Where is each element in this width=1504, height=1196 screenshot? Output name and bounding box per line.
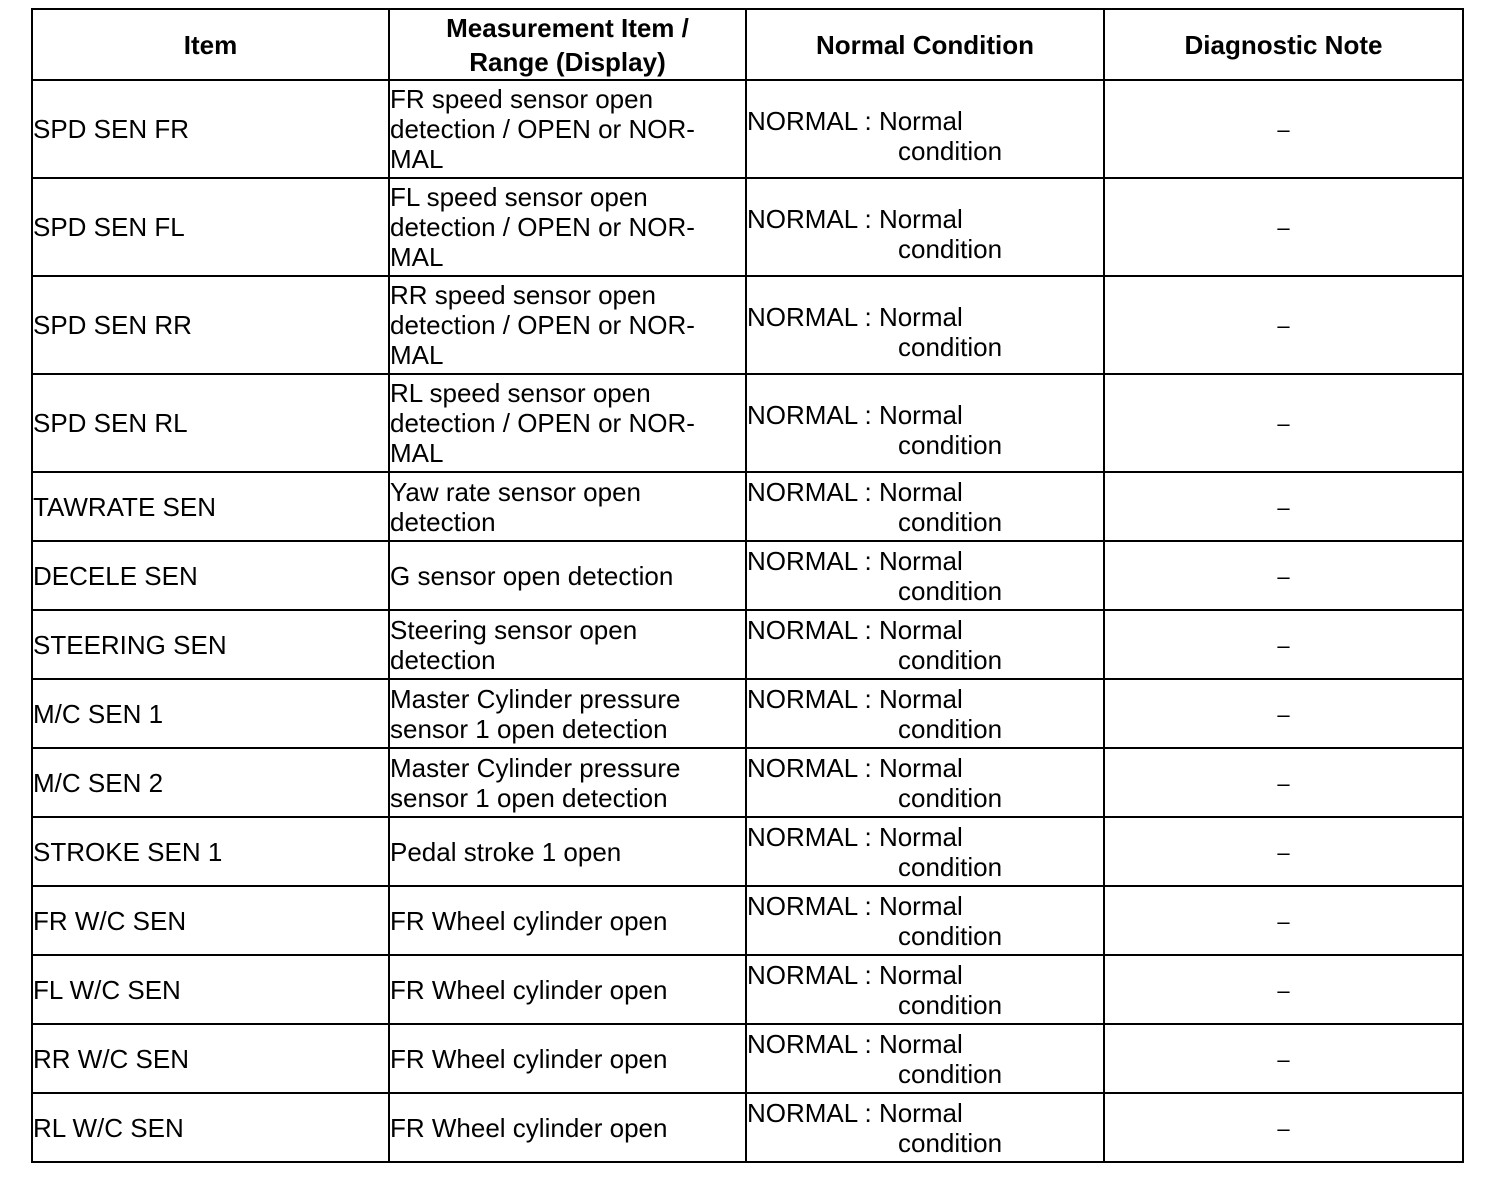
cell-item — [32, 374, 389, 472]
cell-diagnostic-note — [1104, 679, 1463, 748]
cell-diagnostic-note — [1104, 886, 1463, 955]
item-label: DECELE SEN — [33, 560, 198, 591]
measurement-line: sensor 1 open detection — [390, 713, 668, 744]
cell-item — [32, 541, 389, 610]
item-label: TAWRATE SEN — [33, 491, 216, 522]
normal-condition-continuation: condition — [898, 782, 1003, 813]
cell-measurement — [389, 276, 746, 374]
item-label: RL W/C SEN — [33, 1112, 184, 1143]
normal-condition-continuation: condition — [898, 575, 1003, 606]
cell-normal-condition — [746, 817, 1104, 886]
measurement-line: FR speed sensor open — [390, 84, 654, 114]
cell-diagnostic-note — [1104, 80, 1463, 178]
diagnostic-note-value: – — [1277, 313, 1290, 338]
cell-normal-condition — [746, 1024, 1104, 1093]
cell-diagnostic-note — [1104, 178, 1463, 276]
header-measurement-line2: Range (Display) — [469, 46, 666, 77]
cell-item — [32, 276, 389, 374]
item-label: STEERING SEN — [33, 629, 227, 660]
cell-diagnostic-note — [1104, 1024, 1463, 1093]
cell-diagnostic-note — [1104, 817, 1463, 886]
diagnostic-note-value: – — [1277, 215, 1290, 240]
cell-measurement — [389, 374, 746, 472]
diagnostic-note-value: – — [1277, 494, 1290, 520]
measurement-line: detection — [390, 506, 496, 537]
cell-diagnostic-note — [1104, 374, 1463, 472]
item-label: RR W/C SEN — [33, 1043, 189, 1074]
normal-condition-label: NORMAL : Normal — [747, 890, 963, 921]
cell-item — [32, 610, 389, 679]
cell-normal-condition — [746, 610, 1104, 679]
measurement-line: FR Wheel cylinder open — [390, 1112, 668, 1143]
cell-measurement — [389, 80, 746, 178]
cell-normal-condition — [746, 276, 1104, 374]
normal-condition-label: NORMAL : Normal — [747, 301, 963, 332]
header-measurement-line1: Measurement Item / — [446, 12, 689, 43]
normal-condition-label: NORMAL : Normal — [747, 683, 963, 714]
item-label: FL W/C SEN — [33, 974, 181, 1005]
diagnostic-table — [31, 8, 1464, 1163]
cell-measurement — [389, 955, 746, 1024]
item-label: M/C SEN 2 — [33, 767, 164, 798]
cell-normal-condition — [746, 886, 1104, 955]
diagnostic-note-value: – — [1277, 1046, 1290, 1072]
header-normal-condition-label: Normal Condition — [815, 29, 1035, 60]
cell-item — [32, 748, 389, 817]
measurement-line: MAL — [390, 242, 444, 272]
measurement-line: Master Cylinder pressure — [390, 683, 681, 714]
diagnostic-note-value: – — [1277, 117, 1290, 142]
cell-measurement — [389, 748, 746, 817]
normal-condition-label: NORMAL : Normal — [747, 614, 963, 645]
cell-normal-condition — [746, 679, 1104, 748]
diagnostic-note-value: – — [1277, 908, 1290, 934]
item-label: SPD SEN FL — [33, 212, 185, 242]
diagnostic-note-value: – — [1277, 701, 1290, 727]
measurement-line: detection — [390, 644, 496, 675]
cell-item — [32, 472, 389, 541]
cell-normal-condition — [746, 178, 1104, 276]
normal-condition-continuation: condition — [898, 920, 1003, 951]
table-header-row — [32, 9, 1463, 80]
cell-item — [32, 817, 389, 886]
measurement-line: FL speed sensor open — [390, 182, 648, 212]
cell-normal-condition — [746, 472, 1104, 541]
diagnostic-note-value: – — [1277, 632, 1290, 658]
cell-item — [32, 80, 389, 178]
cell-measurement — [389, 817, 746, 886]
cell-item — [32, 1024, 389, 1093]
diagnostic-note-value: – — [1277, 770, 1290, 796]
diagnostic-note-value: – — [1277, 411, 1290, 436]
normal-condition-continuation: condition — [898, 713, 1003, 744]
normal-condition-label: NORMAL : Normal — [747, 959, 963, 990]
cell-diagnostic-note — [1104, 610, 1463, 679]
header-item — [32, 9, 389, 80]
cell-item — [32, 1093, 389, 1162]
cell-diagnostic-note — [1104, 748, 1463, 817]
cell-measurement — [389, 1024, 746, 1093]
cell-item — [32, 886, 389, 955]
table-row — [32, 374, 1463, 472]
table-row — [32, 178, 1463, 276]
cell-diagnostic-note — [1104, 276, 1463, 374]
measurement-line: Steering sensor open — [390, 614, 638, 645]
normal-condition-label: NORMAL : Normal — [747, 203, 963, 234]
header-normal-condition — [746, 9, 1104, 80]
normal-condition-label: NORMAL : Normal — [747, 1028, 963, 1059]
normal-condition-label: NORMAL : Normal — [747, 545, 963, 576]
measurement-line: FR Wheel cylinder open — [390, 974, 668, 1005]
item-label: SPD SEN RR — [33, 310, 192, 340]
cell-normal-condition — [746, 955, 1104, 1024]
cell-measurement — [389, 541, 746, 610]
measurement-line: detection / OPEN or NOR- — [390, 310, 695, 340]
normal-condition-continuation: condition — [898, 989, 1003, 1020]
normal-condition-continuation: condition — [898, 135, 1003, 166]
normal-condition-continuation: condition — [898, 331, 1003, 362]
table-row — [32, 610, 1463, 679]
measurement-line: FR Wheel cylinder open — [390, 1043, 668, 1074]
table-row — [32, 541, 1463, 610]
measurement-line: Master Cylinder pressure — [390, 752, 681, 783]
normal-condition-label: NORMAL : Normal — [747, 476, 963, 507]
cell-diagnostic-note — [1104, 541, 1463, 610]
cell-normal-condition — [746, 541, 1104, 610]
table-row — [32, 1093, 1463, 1162]
table-row — [32, 886, 1463, 955]
cell-normal-condition — [746, 80, 1104, 178]
cell-item — [32, 955, 389, 1024]
normal-condition-label: NORMAL : Normal — [747, 1097, 963, 1128]
table-body — [32, 80, 1463, 1162]
measurement-line: MAL — [390, 340, 444, 370]
cell-measurement — [389, 679, 746, 748]
header-diagnostic-note-label: Diagnostic Note — [1184, 29, 1383, 60]
cell-measurement — [389, 1093, 746, 1162]
diagnostic-note-value: – — [1277, 1115, 1290, 1141]
table-row — [32, 748, 1463, 817]
header-measurement — [389, 9, 746, 80]
measurement-line: FR Wheel cylinder open — [390, 905, 668, 936]
diagnostic-note-value: – — [1277, 563, 1290, 589]
cell-measurement — [389, 472, 746, 541]
normal-condition-continuation: condition — [898, 429, 1003, 460]
normal-condition-label: NORMAL : Normal — [747, 399, 963, 430]
cell-diagnostic-note — [1104, 472, 1463, 541]
normal-condition-continuation: condition — [898, 233, 1003, 264]
table-row — [32, 80, 1463, 178]
item-label: FR W/C SEN — [33, 905, 187, 936]
normal-condition-label: NORMAL : Normal — [747, 821, 963, 852]
normal-condition-continuation: condition — [898, 851, 1003, 882]
cell-item — [32, 679, 389, 748]
table-row — [32, 817, 1463, 886]
measurement-line: sensor 1 open detection — [390, 782, 668, 813]
header-item-label: Item — [183, 29, 238, 60]
diagnostic-note-value: – — [1277, 977, 1290, 1003]
table-row — [32, 276, 1463, 374]
normal-condition-continuation: condition — [898, 506, 1003, 537]
measurement-line: Yaw rate sensor open — [390, 476, 641, 507]
normal-condition-label: NORMAL : Normal — [747, 752, 963, 783]
measurement-line: detection / OPEN or NOR- — [390, 212, 695, 242]
normal-condition-continuation: condition — [898, 644, 1003, 675]
measurement-line: RR speed sensor open — [390, 280, 656, 310]
normal-condition-label: NORMAL : Normal — [747, 105, 963, 136]
measurement-line: G sensor open detection — [390, 560, 674, 591]
cell-normal-condition — [746, 748, 1104, 817]
measurement-line: MAL — [390, 144, 444, 174]
measurement-line: detection / OPEN or NOR- — [390, 114, 695, 144]
normal-condition-continuation: condition — [898, 1127, 1003, 1158]
table-row — [32, 955, 1463, 1024]
item-label: SPD SEN RL — [33, 408, 188, 438]
table-row — [32, 1024, 1463, 1093]
cell-item — [32, 178, 389, 276]
cell-measurement — [389, 610, 746, 679]
item-label: SPD SEN FR — [33, 114, 190, 144]
item-label: M/C SEN 1 — [33, 698, 164, 729]
table-row — [32, 679, 1463, 748]
measurement-line: RL speed sensor open — [390, 378, 651, 408]
cell-normal-condition — [746, 374, 1104, 472]
diagnostic-note-value: – — [1277, 839, 1290, 865]
cell-normal-condition — [746, 1093, 1104, 1162]
cell-diagnostic-note — [1104, 955, 1463, 1024]
item-label: STROKE SEN 1 — [33, 836, 223, 867]
header-diagnostic-note — [1104, 9, 1463, 80]
cell-measurement — [389, 886, 746, 955]
cell-measurement — [389, 178, 746, 276]
cell-diagnostic-note — [1104, 1093, 1463, 1162]
measurement-line: Pedal stroke 1 open — [390, 836, 622, 867]
normal-condition-continuation: condition — [898, 1058, 1003, 1089]
table-row — [32, 472, 1463, 541]
measurement-line: detection / OPEN or NOR- — [390, 408, 695, 438]
measurement-line: MAL — [390, 438, 444, 468]
